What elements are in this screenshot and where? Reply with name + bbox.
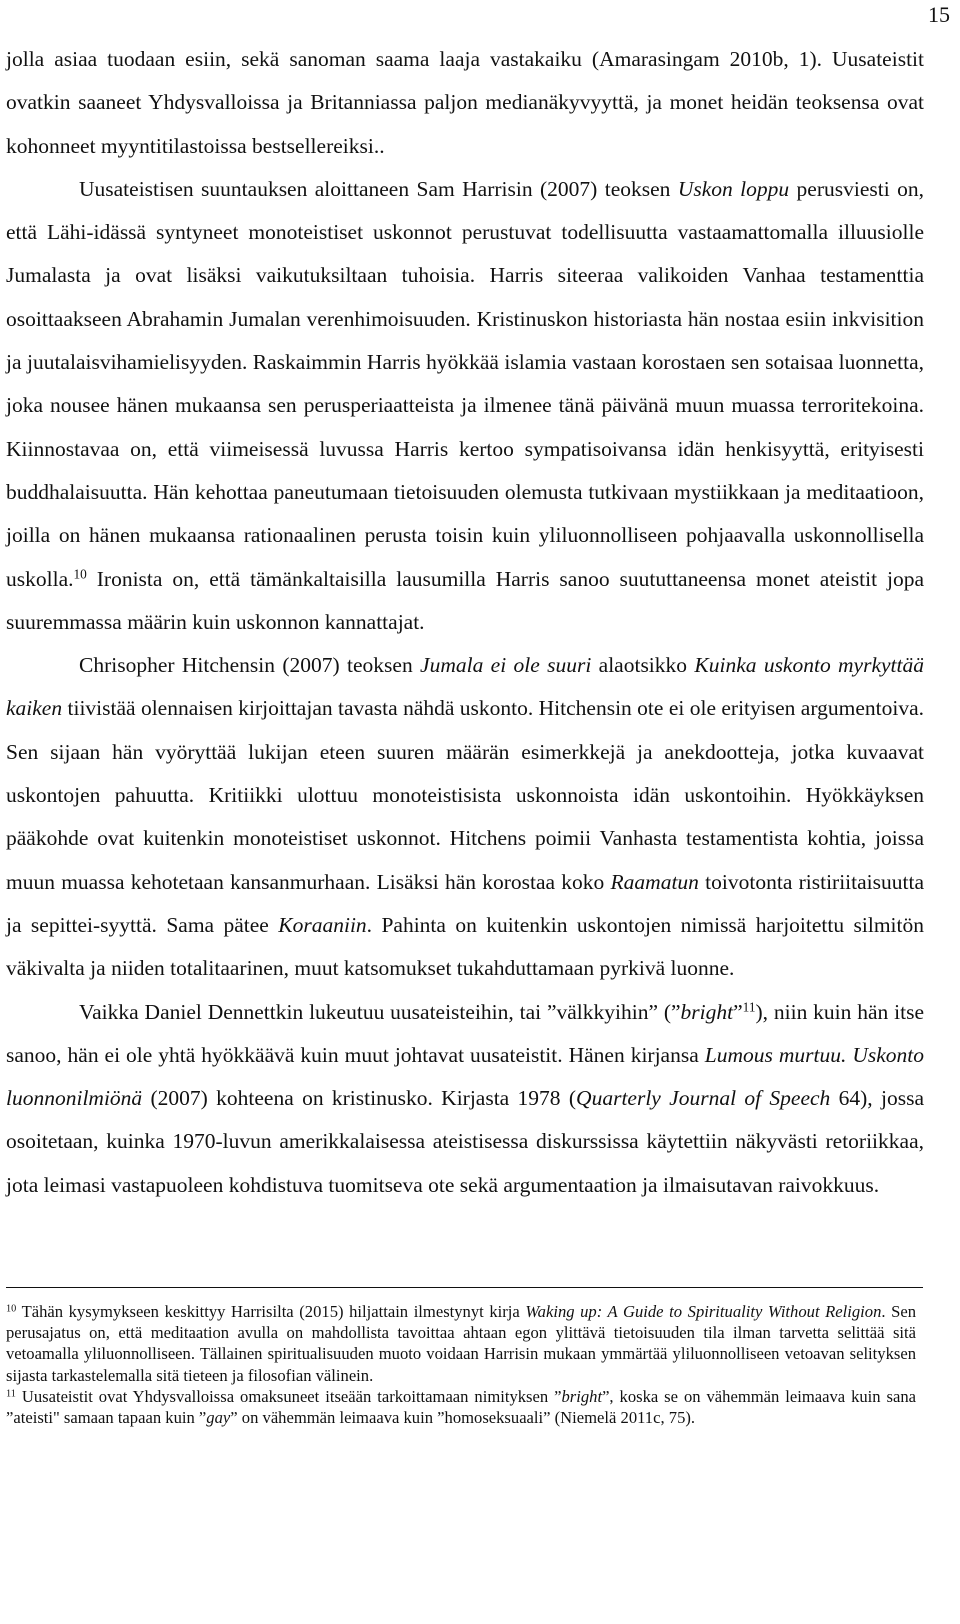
text-run: Chrisopher Hitchensin (2007) teoksen xyxy=(79,653,421,678)
text-run: . Pahinta on kuitenkin uskontojen nimissä harjoitettu silmitön väkivalta ja niiden totalitaarinen, muut katsomukset tukahduttamaan pyrkivä luonne. xyxy=(6,912,925,981)
text-run: Vaikka Daniel Dennettkin lukeutuu uusateisteihin, tai ”välkkyihin” (” xyxy=(79,999,681,1024)
text-run: perusviesti on, että Lähi-idässä syntyneet monoteistiset uskonnot perustuvat todellisuutta vastaamattomalla illuusiolle Jumalasta ja ovat lisäksi vaikutuksiltaan tuhoisia. Harris siteeraa valikoiden Vanhaa testamenttia osoittaakseen Abrahamin Jumalan verenhimoisuuden. Kristinuskon historiasta hän nostaa esiin inkvisition ja juutalaisvihamielisyyden. Raskaimmin Harris hyökkää islamia vastaan korostaen sen sotaisaa luonnetta, joka nousee hänen mukaansa sen perusperiaatteista ja ilmenee tänä päivänä muun muassa terroritekoina. Kiinnostavaa on, että viimeisessä luvussa Harris kertoo sympatisoivansa idän henkisyyttä, erityisesti buddhalaisuutta. Hän kehottaa paneutumaan tietoisuuden olemusta tutkivaan mystiikkaan ja meditaatioon, joilla on hänen mukaansa rationaalinen perusta toisin kuin yliluonnolliseen pohjaavalla uskonnollisella uskolla. xyxy=(6,176,924,591)
text-run: Ironista on, että tämänkaltaisilla lausumilla Harris sanoo suututtaneensa monet ateistit jopa suuremmassa määrin kuin uskonnon kannattajat. xyxy=(6,566,924,634)
body-paragraph xyxy=(6,38,924,168)
body-paragraph xyxy=(6,168,924,644)
footnote-reference: 10 xyxy=(73,566,87,582)
text-run: toivotonta ristiriitaisuutta ja sepittei-syyttä. Sama pätee xyxy=(6,869,924,937)
footnote-divider xyxy=(6,1287,923,1288)
italic-text: Uskon loppu xyxy=(677,176,790,201)
text-run: (2007) kohteena on kristinusko. Kirjasta 1978 ( xyxy=(142,1086,577,1111)
page-number: 15 xyxy=(928,2,950,27)
italic-text: Koraaniin xyxy=(278,912,367,937)
body-text xyxy=(6,38,924,1207)
text-run: ”, koska se on vähemmän leimaava kuin sana ”ateisti" samaan tapaan kuin ” xyxy=(6,1386,917,1428)
italic-text: bright xyxy=(561,1386,603,1406)
footnotes xyxy=(6,1301,916,1428)
italic-text: Waking up: A Guide to Spirituality Without Religion xyxy=(525,1302,882,1321)
text-run: jolla asiaa tuodaan esiin, sekä sanoman saama laaja vastakaiku (Amarasingam 2010b, 1). Uusateistit ovatkin saaneet Yhdysvalloissa ja Britanniassa paljon medianäkyvyyttä, ja monet heidän teoksensa ovat kohonneet myyntitilastoissa bestsellereiksi.. xyxy=(6,47,924,158)
text-run: 64), jossa osoitetaan, kuinka 1970-luvun amerikkalaisessa ateistisessa diskurssissa käytettiin näkyvästi retoriikkaa, jota leimasi vastapuoleen kohdistuva tuomitseva ote sekä argumentaation ja ilmaisutavan raivokkuus. xyxy=(6,1086,925,1197)
italic-text: gay xyxy=(206,1408,231,1428)
italic-text: bright xyxy=(680,999,734,1024)
italic-text: Lumous murtuu. Uskonto luonnonilmiönä xyxy=(6,1042,924,1111)
text-run: ), niin kuin hän itse sanoo, hän ei ole yhtä hyökkäävä kuin muut johtavat uusateistit. Hänen kirjansa xyxy=(6,999,924,1067)
text-run: alaotsikko xyxy=(591,653,695,678)
text-run: Uusateistisen suuntauksen aloittaneen Sam Harrisin (2007) teoksen xyxy=(79,176,678,201)
text-run: ” xyxy=(733,999,743,1024)
footnote xyxy=(6,1386,916,1428)
body-paragraph xyxy=(6,644,924,990)
italic-text: Quarterly Journal of Speech xyxy=(576,1086,831,1111)
footnote-reference: 11 xyxy=(6,1388,16,1400)
text-run: ” on vähemmän leimaava kuin ”homoseksuaali” (Niemelä 2011c, 75). xyxy=(230,1408,696,1428)
italic-text: Raamatun xyxy=(610,869,699,894)
text-run: Tähän kysymykseen keskittyy Harrisilta (2015) hiljattain ilmestynyt kirja xyxy=(16,1302,526,1321)
text-run: tiivistää olennaisen kirjoittajan tavasta nähdä uskonto. Hitchensin ote ei ole erityisen argumentoiva. Sen sijaan hän vyöryttää lukijan eteen suuren määrän esimerkkejä ja anekdootteja, jotka kuvaavat uskontojen pahuutta. Kritiikki ulottuu monoteistisista uskonnoista idän uskontoihin. Hyökkäyksen pääkohde ovat kuitenkin monoteistiset uskonnot. Hitchens poimii Vanhasta testamentista kohtia, joissa muun muassa kehotetaan kansanmurhaan. Lisäksi hän korostaa koko xyxy=(6,696,924,894)
italic-text: Kuinka uskonto myrkyttää kaiken xyxy=(6,653,925,721)
body-paragraph xyxy=(6,991,924,1207)
footnote-reference: 10 xyxy=(6,1303,17,1315)
italic-text: Jumala ei ole suuri xyxy=(420,653,592,678)
text-run: Uusateistit ovat Yhdysvalloissa omaksuneet itseään tarkoittamaan nimityksen ” xyxy=(15,1386,562,1406)
footnote-reference: 11 xyxy=(742,999,756,1015)
text-run: . Sen perusajatus on, että meditaation avulla on mahdollista tavoittaa ahtaan egon ylittävä tietoisuuden tila ilman tarvetta selittää sitä vetoamalla yliluonnolliseen. Tällainen spiritualisuuden muoto voidaan Harrisin mukaan ymmärtää yliluonnolliseen vetoavan selityksen sijasta tarkastelemalla sitä tieteen ja filosofian välinein. xyxy=(6,1302,917,1385)
footnote xyxy=(6,1301,916,1386)
